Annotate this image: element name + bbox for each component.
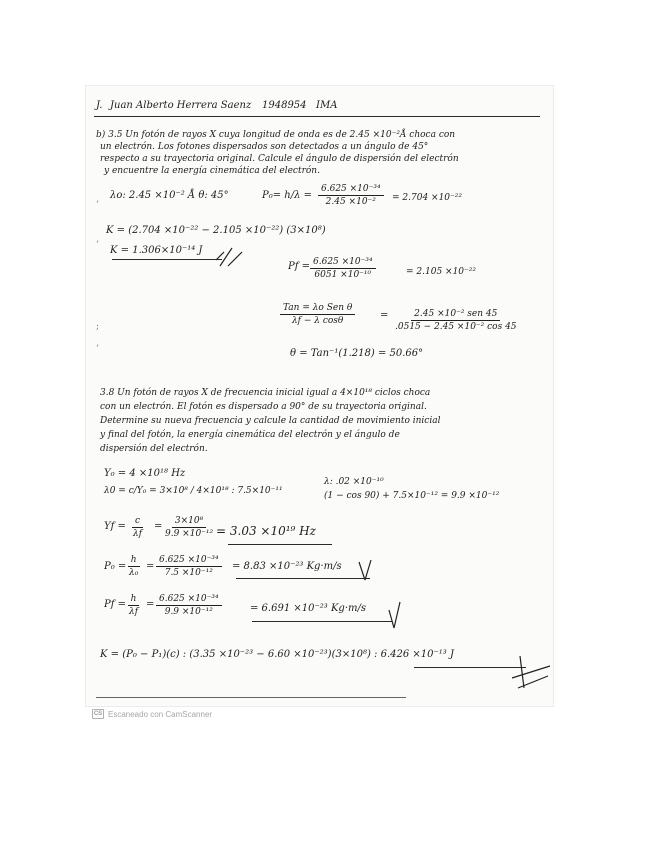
- fraction-denominator: 9.9 ×10⁻¹²: [165, 529, 214, 539]
- problem2-y0: Y₀ = 4 ×10¹⁸ Hz: [104, 468, 186, 479]
- fraction-denominator: λf: [129, 607, 139, 617]
- result-underline: [228, 544, 332, 545]
- margin-mark: ‘: [96, 240, 99, 250]
- student-id: 1948954: [262, 100, 307, 111]
- problem2-pf-result: = 6.691 ×10⁻²³ Kg·m/s: [250, 603, 366, 614]
- fraction-denominator: λf: [133, 529, 143, 539]
- problem1-given: λo: 2.45 ×10⁻² Å θ: 45°: [110, 190, 229, 201]
- problem2-pf-lhs: Pf =: [104, 599, 126, 610]
- result-underline: [236, 578, 370, 579]
- problem1-statement-line: respecto a su trayectoria original. Calcule el ángulo de dispersión del electrón: [100, 154, 459, 164]
- result-underline: [112, 259, 222, 260]
- fraction-denominator: .0515 − 2.45 ×10⁻² cos 45: [395, 322, 517, 332]
- checkmark-icon: [214, 246, 244, 268]
- fraction-numerator: 6.625 ×10⁻³⁴: [318, 184, 384, 196]
- equals-sign: =: [146, 599, 155, 610]
- fraction-denominator: 6051 ×10⁻¹⁰: [314, 270, 372, 280]
- fraction-numerator: c: [132, 516, 143, 528]
- problem1-k-line: K = (2.704 ×10⁻²² − 2.105 ×10⁻²²) (3×10⁸): [106, 225, 326, 236]
- problem2-p0-lhs: P₀ =: [104, 561, 127, 572]
- fraction-denominator: 9.9 ×10⁻¹²: [164, 607, 213, 617]
- page-bottom-line: [96, 697, 406, 698]
- problem2-k-line: K = (P₀ − P₁)(c) : (3.35 ×10⁻²³ − 6.60 ×10⁻²³)(3×10⁸) : 6.426 ×10⁻¹³ J: [100, 649, 454, 660]
- fraction-numerator: 6.625 ×10⁻³⁴: [156, 594, 222, 606]
- fraction-numerator: 2.45 ×10⁻² sen 45: [411, 309, 500, 321]
- problem2-statement-line: Determine su nueva frecuencia y calcule la cantidad de movimiento inicial: [100, 416, 441, 426]
- problem2-p0-result: = 8.83 ×10⁻²³ Kg·m/s: [232, 561, 342, 572]
- student-group: IMA: [316, 100, 338, 111]
- problem1-p0-result: = 2.704 ×10⁻²²: [392, 193, 462, 203]
- problem2-lambda-line1: λ: .02 ×10⁻¹⁰: [324, 477, 384, 487]
- problem2-p0-fraction: [126, 555, 141, 578]
- fraction-numerator: 6.625 ×10⁻³⁴: [310, 257, 376, 269]
- checkmark-icon: [356, 558, 374, 582]
- fraction-numerator: h: [128, 594, 140, 606]
- problem2-statement-line: con un electrón. El fotón es dispersado a 90° de su trayectoria original.: [100, 402, 427, 412]
- fraction-numerator: h: [128, 555, 140, 567]
- equals-sign: =: [154, 521, 163, 532]
- problem1-pf-lhs: Pf =: [288, 261, 310, 272]
- problem1-p0-fraction: [318, 184, 384, 207]
- problem1-statement-line: un electrón. Los fotones dispersados son detectados a un ángulo de 45°: [100, 142, 429, 152]
- fraction-denominator: 7.5 ×10⁻¹²: [164, 568, 213, 578]
- camscanner-logo-icon: CS: [93, 711, 103, 717]
- header-underline: [94, 116, 540, 117]
- problem2-pf-fraction: [126, 594, 141, 617]
- margin-mark: ‘: [96, 344, 99, 354]
- problem2-lambda-line2: (1 − cos 90) + 7.5×10⁻¹² = 9.9 ×10⁻¹²: [324, 491, 500, 501]
- equals-sign: =: [380, 310, 389, 321]
- problem1-p0-lhs: P₀= h/λ =: [262, 190, 312, 201]
- equals-sign: =: [146, 561, 155, 572]
- problem2-pf-fraction-values: [156, 594, 222, 617]
- fraction-numerator: Tan = λo Sen θ: [280, 303, 355, 315]
- scanner-footer: [92, 709, 212, 719]
- problem2-statement-line: 3.8 Un fotón de rayos X de frecuencia inicial igual a 4×10¹⁸ ciclos choca: [100, 388, 431, 398]
- checkmark-icon: [508, 648, 552, 692]
- checkmark-icon: [386, 600, 404, 630]
- fraction-denominator: 2.45 ×10⁻²: [325, 197, 376, 207]
- margin-mark: ;: [96, 322, 100, 332]
- problem1-pf-fraction: [310, 257, 376, 280]
- problem2-yf-fraction: [130, 516, 145, 539]
- scanner-footer-text: Escaneado con CamScanner: [108, 709, 213, 719]
- problem2-yf-fraction-values: [162, 516, 216, 539]
- fraction-denominator: λf − λ cosθ: [291, 316, 344, 326]
- result-underline: [252, 621, 392, 622]
- problem1-statement-line: b) 3.5 Un fotón de rayos X cuya longitud de onda es de 2.45 ×10⁻²Å choca con: [96, 130, 456, 140]
- problem1-tan-rhs-fraction: [392, 309, 520, 332]
- problem1-statement-line: y encuentre la energía cinemática del electrón.: [104, 166, 320, 176]
- problem2-yf-result: = 3.03 ×10¹⁹ Hz: [216, 524, 316, 538]
- margin-mark: ‘: [96, 200, 99, 210]
- problem2-p0-fraction-values: [156, 555, 222, 578]
- problem1-k-result: K = 1.306×10⁻¹⁴ J: [110, 245, 203, 256]
- problem2-lambda0: λ0 = c/Y₀ = 3×10⁸ / 4×10¹⁸ : 7.5×10⁻¹¹: [104, 486, 283, 496]
- problem2-statement-line: dispersión del electrón.: [100, 444, 208, 454]
- fraction-denominator: λ₀: [129, 568, 139, 578]
- problem2-statement-line: y final del fotón, la energía cinemática del electrón y el ángulo de: [100, 430, 400, 440]
- problem1-pf-result: = 2.105 ×10⁻²²: [406, 267, 476, 277]
- header-prefix: J.: [96, 100, 103, 111]
- problem1-theta-result: θ = Tan⁻¹(1.218) = 50.66°: [290, 348, 424, 359]
- problem2-yf-lhs: Yf =: [104, 521, 126, 532]
- fraction-numerator: 6.625 ×10⁻³⁴: [156, 555, 222, 567]
- fraction-numerator: 3×10⁸: [172, 516, 206, 528]
- problem1-tan-lhs-fraction: [280, 303, 355, 326]
- student-name: Juan Alberto Herrera Saenz: [110, 100, 252, 111]
